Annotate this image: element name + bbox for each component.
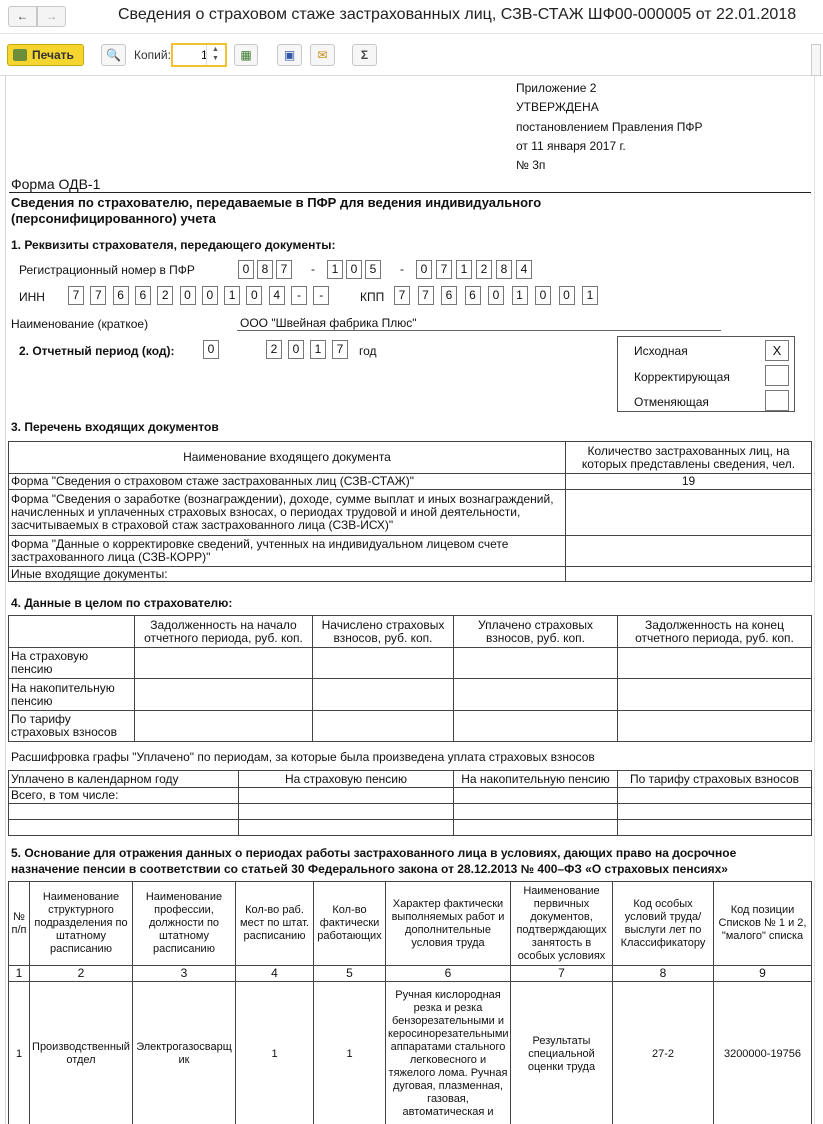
kpp-digit-cell: 0 bbox=[535, 286, 551, 305]
value-cell bbox=[618, 711, 812, 742]
list-position-cell: 3200000-19756 bbox=[714, 982, 812, 1124]
save-button[interactable] bbox=[277, 44, 302, 66]
doc-name-cell: Форма "Сведения о страховом стаже застрахованных лиц (СЗВ-СТАЖ)" bbox=[9, 474, 566, 490]
kpp-digit-cell: 6 bbox=[465, 286, 481, 305]
table-header-cell: Задолженность на начало отчетного периода, руб. коп. bbox=[135, 616, 313, 648]
value-cell bbox=[454, 820, 618, 836]
table-header-cell: Код позиции Списков № 1 и 2, "малого" списка bbox=[714, 882, 812, 966]
year-digit-cell: 1 bbox=[310, 340, 326, 359]
top-scroll-thumb[interactable] bbox=[811, 44, 821, 76]
primary-docs-cell: Результаты специальной оценки труда bbox=[511, 982, 613, 1124]
row-label-cell: По тарифу страховых взносов bbox=[9, 711, 135, 742]
value-cell bbox=[454, 711, 618, 742]
value-cell bbox=[135, 711, 313, 742]
toolbar bbox=[0, 34, 823, 76]
kind-checkbox: X bbox=[765, 340, 789, 361]
section5-title-line2: назначение пенсии в соответствии со статьей 30 Федерального закона от 28.12.2013 № 400–ФЗ «О страховых пенсиях» bbox=[11, 862, 728, 876]
column-number-cell: 1 bbox=[9, 966, 30, 982]
inn-digit-cell: 2 bbox=[157, 286, 173, 305]
inn-digit-cell: 7 bbox=[68, 286, 84, 305]
column-number-cell: 3 bbox=[133, 966, 236, 982]
inn-digit-cell: 4 bbox=[269, 286, 285, 305]
forward-button[interactable] bbox=[37, 6, 66, 27]
value-cell bbox=[454, 679, 618, 711]
short-name-label: Наименование (краткое) bbox=[11, 317, 149, 331]
doc-heading-line2: (персонифицированного) учета bbox=[11, 211, 216, 226]
inn-digit-cell: 7 bbox=[90, 286, 106, 305]
inn-digit-cell: 6 bbox=[135, 286, 151, 305]
inn-digit-cell: - bbox=[313, 286, 329, 305]
row-label-cell: На страховую пенсию bbox=[9, 648, 135, 679]
section1-title: 1. Реквизиты страхователя, передающего документы: bbox=[11, 238, 336, 252]
table-header-cell: Уплачено в календарном году bbox=[9, 771, 239, 788]
value-cell bbox=[239, 804, 454, 820]
section4-title: 4. Данные в целом по страхователю: bbox=[11, 596, 233, 610]
back-button[interactable] bbox=[8, 6, 37, 27]
kind-label: Исходная bbox=[634, 344, 688, 358]
table-header-row bbox=[9, 616, 812, 648]
table-header-cell: Характер фактически выполняемых работ и дополнительные условия труда bbox=[386, 882, 511, 966]
row-label-cell bbox=[9, 804, 239, 820]
reg-dash: - bbox=[400, 262, 404, 276]
work-nature-cell: Ручная кислородная резка и резка бензорезательными и керосинорезательными аппаратами стального легковесного и тяжелого лома. Ручная дуговая, плазменная, газовая, автоматическая и bbox=[386, 982, 511, 1124]
table-header-cell: Наименование первичных документов, подтверждающих занятость в особых условиях bbox=[511, 882, 613, 966]
table-row bbox=[9, 474, 812, 490]
short-name-value: ООО "Швейная фабрика Плюс" bbox=[240, 316, 417, 330]
value-cell bbox=[313, 648, 454, 679]
table-row bbox=[9, 648, 812, 679]
table-edit-icon: ▦ bbox=[240, 48, 252, 62]
value-cell bbox=[454, 804, 618, 820]
arrow-right-icon: → bbox=[45, 9, 58, 23]
value-cell bbox=[313, 711, 454, 742]
paid-breakdown-title: Расшифровка графы "Уплачено" по периодам, за которые была произведена уплата страховых взносов bbox=[11, 750, 595, 764]
inn-digit-cell: 0 bbox=[246, 286, 262, 305]
window-title: Сведения о страховом стаже застрахованных лиц, СЗВ-СТАЖ ШФ00-000005 от 22.01.2018 bbox=[118, 6, 797, 23]
table-header-row bbox=[9, 442, 812, 474]
reg-digit-cell: 4 bbox=[516, 260, 532, 279]
year-label: год bbox=[359, 344, 377, 358]
reg-digit-cell: 8 bbox=[496, 260, 512, 279]
actual-workers-cell: 1 bbox=[314, 982, 386, 1124]
reg-number-label: Регистрационный номер в ПФР bbox=[19, 263, 195, 277]
table-row bbox=[9, 788, 812, 804]
sum-button[interactable] bbox=[352, 44, 377, 66]
table-row bbox=[9, 820, 812, 836]
kind-label: Отменяющая bbox=[634, 395, 709, 409]
value-cell bbox=[313, 679, 454, 711]
value-cell bbox=[618, 820, 812, 836]
table-header-cell: Наименование входящего документа bbox=[9, 442, 566, 474]
table-row bbox=[9, 711, 812, 742]
doc-count-cell bbox=[566, 567, 812, 582]
table-header-cell: Начислено страховых взносов, руб. коп. bbox=[313, 616, 454, 648]
kpp-digit-cell: 0 bbox=[559, 286, 575, 305]
reg-digit-cell: 2 bbox=[476, 260, 492, 279]
value-cell bbox=[454, 648, 618, 679]
vertical-scrollbar[interactable] bbox=[814, 76, 823, 1124]
doc-name-cell: Форма "Сведения о заработке (вознаграждении), доходе, сумме выплат и иных вознаграждений, начисленных и уплаченных страховых взносах, о периодах трудовой и иной деятельности, засчитываемых в страховой стаж застрахованного лица (СЗВ-ИСХ)" bbox=[9, 490, 566, 536]
kpp-digit-cell: 1 bbox=[582, 286, 598, 305]
kind-checkbox bbox=[765, 365, 789, 386]
kind-label: Корректирующая bbox=[634, 370, 730, 384]
column-number-cell: 5 bbox=[314, 966, 386, 982]
appendix-line: постановлением Правления ПФР bbox=[516, 120, 703, 134]
table-header-row bbox=[9, 882, 812, 966]
reg-digit-cell: 8 bbox=[257, 260, 273, 279]
appendix-line: № 3п bbox=[516, 158, 546, 172]
print-button-label: Печать bbox=[32, 48, 74, 62]
reg-digit-cell: 0 bbox=[346, 260, 362, 279]
inn-digit-cell: 1 bbox=[224, 286, 240, 305]
table-row bbox=[9, 679, 812, 711]
period-code-cell: 0 bbox=[203, 340, 219, 359]
department-cell: Производственный отдел bbox=[30, 982, 133, 1124]
print-button[interactable] bbox=[7, 44, 84, 66]
inn-digit-cell: 0 bbox=[180, 286, 196, 305]
kpp-digit-cell: 6 bbox=[441, 286, 457, 305]
kpp-digit-cell: 0 bbox=[488, 286, 504, 305]
doc-count-cell: 19 bbox=[566, 474, 812, 490]
column-number-row bbox=[9, 966, 812, 982]
table-row bbox=[9, 804, 812, 820]
envelope-icon: ✉ bbox=[317, 48, 328, 62]
kpp-digit-cell: 7 bbox=[418, 286, 434, 305]
reg-digit-cell: 7 bbox=[276, 260, 292, 279]
kpp-digit-cell: 1 bbox=[512, 286, 528, 305]
value-cell bbox=[454, 788, 618, 804]
row-label-cell bbox=[9, 820, 239, 836]
doc-name-cell: Форма "Данные о корректировке сведений, учтенных на индивидуальном лицевом счете застрахованного лица (СЗВ-КОРР)" bbox=[9, 536, 566, 567]
section3-title: 3. Перечень входящих документов bbox=[11, 420, 219, 434]
row-label-cell: На накопительную пенсию bbox=[9, 679, 135, 711]
column-number-cell: 6 bbox=[386, 966, 511, 982]
reg-digit-cell: 5 bbox=[365, 260, 381, 279]
appendix-line: УТВЕРЖДЕНА bbox=[516, 100, 599, 114]
paid-breakdown-table bbox=[8, 770, 812, 836]
magnifier-icon: 🔍 bbox=[106, 48, 121, 62]
year-digit-cell: 2 bbox=[266, 340, 282, 359]
table-header-cell: На накопительную пенсию bbox=[454, 771, 618, 788]
value-cell bbox=[239, 820, 454, 836]
value-cell bbox=[239, 788, 454, 804]
table-header-cell: Наименование профессии, должности по штатному расписанию bbox=[133, 882, 236, 966]
table-row bbox=[9, 982, 812, 1124]
send-email-button[interactable] bbox=[310, 44, 335, 66]
table-header-row bbox=[9, 771, 812, 788]
table-header-cell: Код особых условий труда/выслуги лет по Классификатору bbox=[613, 882, 714, 966]
inn-digit-cell: 6 bbox=[113, 286, 129, 305]
column-number-cell: 2 bbox=[30, 966, 133, 982]
preview-button[interactable] bbox=[101, 44, 126, 66]
column-number-cell: 9 bbox=[714, 966, 812, 982]
kpp-digit-cell: 7 bbox=[394, 286, 410, 305]
insurer-totals-table bbox=[8, 615, 812, 742]
conditions-code-cell: 27-2 bbox=[613, 982, 714, 1124]
reg-dash: - bbox=[311, 262, 315, 276]
table-header-cell: Количество застрахованных лиц, на которых представлены сведения, чел. bbox=[566, 442, 812, 474]
table-header-cell bbox=[9, 616, 135, 648]
inn-digit-cell: - bbox=[291, 286, 307, 305]
table-header-cell: Кол-во фактически работающих bbox=[314, 882, 386, 966]
table-row bbox=[9, 567, 812, 582]
row-number-cell: 1 bbox=[9, 982, 30, 1124]
reg-digit-cell: 1 bbox=[327, 260, 343, 279]
column-number-cell: 7 bbox=[511, 966, 613, 982]
appendix-line: Приложение 2 bbox=[516, 81, 597, 95]
value-cell bbox=[618, 679, 812, 711]
column-number-cell: 4 bbox=[236, 966, 314, 982]
reg-digit-cell: 7 bbox=[436, 260, 452, 279]
value-cell bbox=[618, 648, 812, 679]
value-cell bbox=[618, 804, 812, 820]
printer-icon bbox=[13, 49, 27, 61]
title-bar bbox=[0, 0, 823, 34]
period-label: 2. Отчетный период (код): bbox=[19, 344, 175, 358]
short-name-underline bbox=[237, 330, 721, 331]
value-cell bbox=[618, 788, 812, 804]
doc-count-cell bbox=[566, 536, 812, 567]
form-name: Форма ОДВ-1 bbox=[11, 176, 101, 192]
edit-mode-button[interactable] bbox=[234, 44, 258, 66]
section5-title-line1: 5. Основание для отражения данных о периодах работы застрахованного лица в условиях, дающих право на досрочное bbox=[11, 846, 737, 860]
report-kind-box bbox=[617, 336, 795, 412]
table-header-cell: По тарифу страховых взносов bbox=[618, 771, 812, 788]
table-header-cell: На страховую пенсию bbox=[239, 771, 454, 788]
floppy-disk-icon: ▣ bbox=[283, 48, 296, 62]
row-label-cell: Всего, в том числе: bbox=[9, 788, 239, 804]
appendix-line: от 11 января 2017 г. bbox=[516, 139, 626, 153]
table-header-cell: Наименование структурного подразделения по штатному расписанию bbox=[30, 882, 133, 966]
kpp-label: КПП bbox=[360, 290, 385, 304]
year-digit-cell: 0 bbox=[288, 340, 304, 359]
table-row bbox=[9, 490, 812, 536]
copies-stepper[interactable]: ▲ ▼ bbox=[206, 45, 224, 65]
table-header-cell: Уплачено страховых взносов, руб. коп. bbox=[454, 616, 618, 648]
table-header-cell: Кол-во раб. мест по штат. расписанию bbox=[236, 882, 314, 966]
sigma-icon: Σ bbox=[360, 48, 369, 62]
workplaces-count-cell: 1 bbox=[236, 982, 314, 1124]
doc-name-cell: Иные входящие документы: bbox=[9, 567, 566, 582]
profession-cell: Электрогазосварщ ик bbox=[133, 982, 236, 1124]
value-cell bbox=[135, 679, 313, 711]
copies-label: Копий: bbox=[134, 48, 171, 62]
table-header-cell: № п/п bbox=[9, 882, 30, 966]
year-digit-cell: 7 bbox=[332, 340, 348, 359]
document-area bbox=[0, 76, 823, 1124]
reg-digit-cell: 0 bbox=[416, 260, 432, 279]
form-name-underline bbox=[9, 192, 811, 193]
special-conditions-table bbox=[8, 881, 812, 1124]
doc-count-cell bbox=[566, 490, 812, 536]
kind-checkbox bbox=[765, 390, 789, 411]
doc-heading-line1: Сведения по страхователю, передаваемые в ПФР для ведения индивидуального bbox=[11, 195, 542, 210]
inn-digit-cell: 0 bbox=[202, 286, 218, 305]
reg-digit-cell: 0 bbox=[238, 260, 254, 279]
column-number-cell: 8 bbox=[613, 966, 714, 982]
table-row bbox=[9, 536, 812, 567]
incoming-docs-table bbox=[8, 441, 812, 582]
reg-digit-cell: 1 bbox=[456, 260, 472, 279]
arrow-left-icon: ← bbox=[16, 9, 29, 23]
value-cell bbox=[135, 648, 313, 679]
inn-label: ИНН bbox=[19, 290, 45, 304]
table-header-cell: Задолженность на конец отчетного периода, руб. коп. bbox=[618, 616, 812, 648]
